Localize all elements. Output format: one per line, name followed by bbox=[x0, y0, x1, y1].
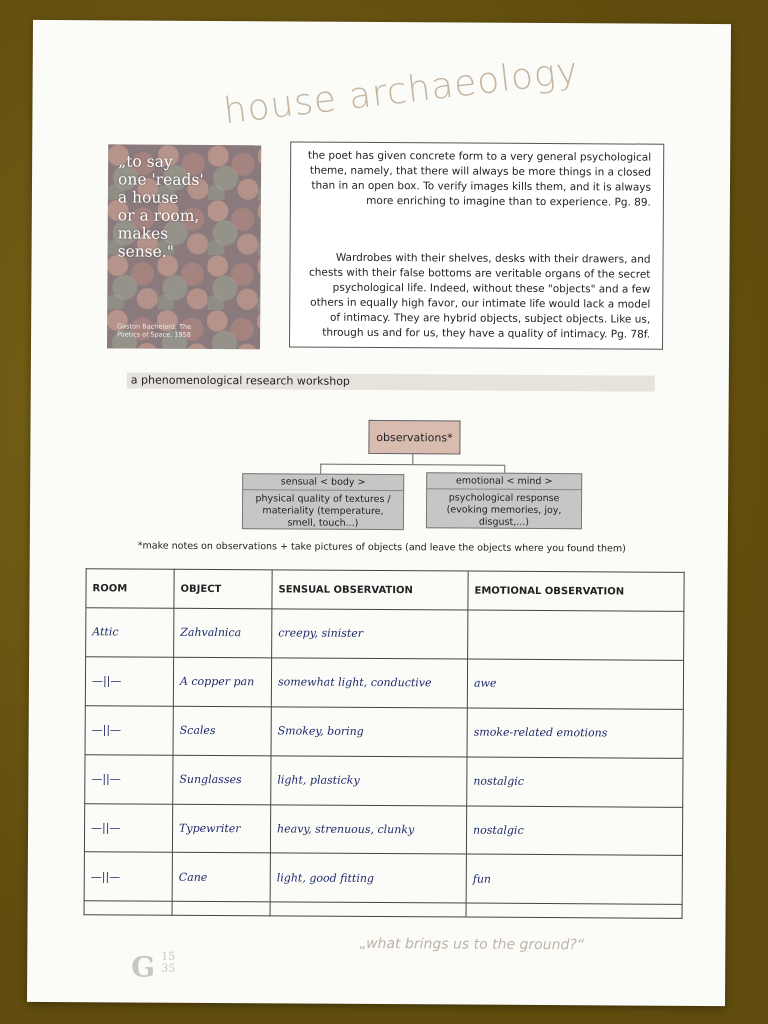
cell-room: —||— bbox=[84, 852, 172, 901]
logo-letter: G bbox=[131, 950, 156, 984]
quote-box bbox=[289, 141, 664, 349]
table-header-row bbox=[86, 569, 684, 612]
cell-emotional bbox=[466, 903, 682, 918]
diagram-connector bbox=[320, 464, 504, 466]
sensual-description: physical quality of textures / materiality (temperature, smell, touch...) bbox=[255, 493, 391, 529]
observation-table bbox=[84, 568, 685, 919]
cell-sensual: light, plasticky bbox=[271, 756, 467, 806]
cell-room: —||— bbox=[84, 803, 172, 852]
cell-sensual: heavy, strenuous, clunky bbox=[270, 804, 466, 854]
footer-tagline: „what brings us to the ground?“ bbox=[359, 935, 585, 954]
cell-object: Zahvalnica bbox=[174, 608, 272, 657]
logo-numbers: 15 35 bbox=[161, 949, 176, 975]
cell-sensual: Smokey, boring bbox=[271, 707, 467, 757]
cell-room bbox=[84, 901, 172, 915]
header-sensual: SENSUAL OBSERVATION bbox=[272, 570, 468, 610]
header-object: OBJECT bbox=[174, 569, 272, 609]
quote-1: the poet has given concrete form to a very general psychological theme, namely, that there will always be more things in a closed than in an open box. To verify images kills them, and it is always more enriching to imagine than to experience. Pg. 89. bbox=[307, 149, 652, 209]
table-row bbox=[84, 852, 682, 905]
quote-2: Wardrobes with their shelves, desks with their drawers, and chests with their false bottoms are veritable organs of the secret psychological life. Indeed, without these "objects" and a few others in equally high favor, our intimate life would lack a model of intimacy. They are hybrid objects, subject objects. Like us, through us and for us, they have a quality of intimacy. Pg. 78f. bbox=[308, 251, 651, 341]
table-row bbox=[85, 754, 683, 807]
cell-object: Typewriter bbox=[172, 804, 270, 853]
emotional-heading: emotional < mind > bbox=[427, 473, 581, 490]
cell-room: Attic bbox=[86, 608, 174, 657]
cell-sensual bbox=[270, 902, 466, 917]
cell-object: A copper pan bbox=[173, 657, 271, 706]
worksheet-page bbox=[27, 20, 731, 1006]
cell-sensual: somewhat light, conductive bbox=[271, 658, 467, 708]
cell-emotional: nostalgic bbox=[467, 757, 683, 807]
cell-room: —||— bbox=[85, 657, 173, 706]
diagram-root-observations: observations* bbox=[368, 420, 460, 455]
table-row bbox=[85, 705, 683, 758]
page-title: house archaeology bbox=[221, 50, 581, 133]
emotional-description: psychological response (evoking memories, joy, disgust,...) bbox=[446, 492, 562, 528]
diagram-connector bbox=[412, 453, 413, 464]
diagram-sensual-box bbox=[242, 473, 404, 530]
workshop-bar bbox=[127, 372, 655, 391]
cell-emotional: smoke-related emotions bbox=[467, 708, 683, 758]
header-room: ROOM bbox=[86, 569, 174, 609]
cell-emotional: fun bbox=[466, 854, 682, 904]
diagram-emotional-box bbox=[426, 472, 582, 529]
poster-credit: Gaston Bachelard, The Poetics of Space, 1958 bbox=[117, 322, 192, 339]
cell-room: —||— bbox=[85, 705, 173, 754]
cell-object bbox=[172, 902, 270, 916]
cell-emotional bbox=[468, 610, 684, 660]
g-logo bbox=[131, 949, 176, 984]
sensual-heading: sensual < body > bbox=[243, 474, 403, 491]
cell-emotional: nostalgic bbox=[466, 806, 682, 856]
cell-object: Cane bbox=[172, 853, 270, 902]
cell-room: —||— bbox=[85, 754, 173, 803]
cell-emotional: awe bbox=[467, 659, 683, 709]
table-row bbox=[84, 901, 682, 918]
workshop-label: a phenomenological research workshop bbox=[130, 373, 350, 388]
quote-poster bbox=[107, 144, 261, 349]
cell-object: Scales bbox=[173, 706, 271, 755]
table-row bbox=[86, 608, 684, 661]
instruction-note: *make notes on observations + take pictures of objects (and leave the objects where you found them) bbox=[137, 540, 626, 555]
diagram-connector bbox=[320, 464, 321, 474]
cell-sensual: light, good fitting bbox=[270, 853, 466, 903]
table-row bbox=[85, 657, 683, 710]
table-row bbox=[84, 803, 682, 856]
poster-quote: „to say one 'reads' a house or a room, makes sense." bbox=[117, 152, 204, 261]
cell-object: Sunglasses bbox=[173, 755, 271, 804]
header-emotional: EMOTIONAL OBSERVATION bbox=[468, 571, 684, 611]
cell-sensual: creepy, sinister bbox=[272, 609, 468, 659]
